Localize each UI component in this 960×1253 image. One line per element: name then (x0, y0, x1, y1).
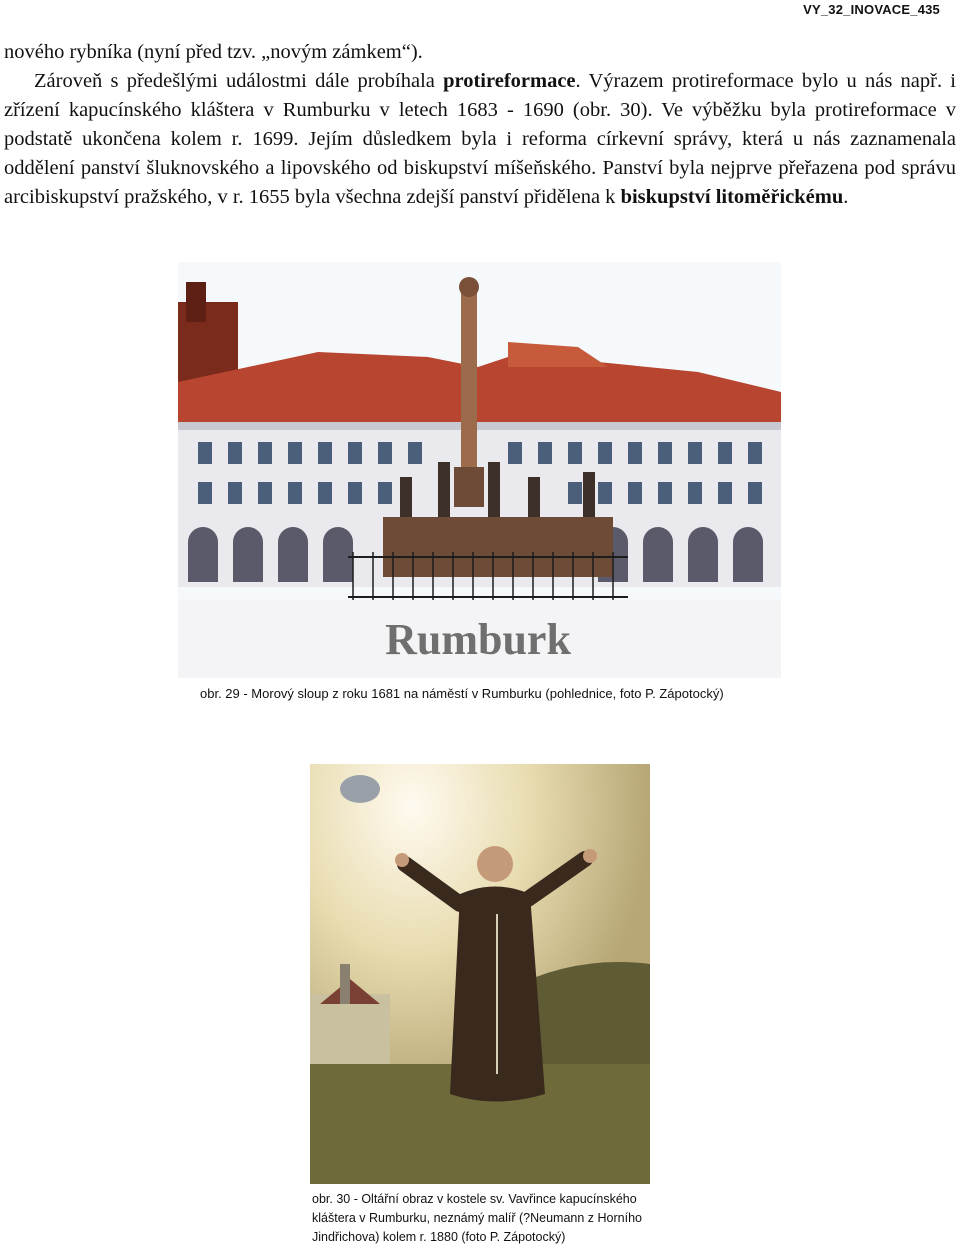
postcard-title: Rumburk (385, 615, 571, 664)
document-code: VY_32_INOVACE_435 (803, 2, 940, 17)
p2-bold-protireformace: protireformace (443, 70, 576, 92)
p2-part-c: . Výrazem protireformace bylo u nás např. i zřízení kapucínského kláštera v Rumburku v letech 1683 - 1690 (obr. 30). Ve výběžku byla protireformace v podstatě ukončena kolem r. 1699. Jejím důsledkem byla i reforma církevní správy, která u nás zaznamenala oddělení panství šluknovského a lipovského od biskupství míšeňského. Panství byla nejprve přeřazena pod správu arcibiskupství pražského, v r. 1655 byla všechna zdejší panství přidělena k (4, 70, 956, 208)
figure-rumburk-postcard (178, 262, 781, 678)
figure-2-caption: obr. 30 - Oltářní obraz v kostele sv. Vavřince kapucínského kláštera v Rumburku, neznámý malíř (?Neumann z Horního Jindřichova) kolem r. 1880 (foto P. Zápotocký) (312, 1192, 642, 1244)
paragraph-1: nového rybníka (nyní před tzv. „novým zámkem“). (4, 41, 423, 63)
figure-altar-painting (310, 764, 650, 1184)
p2-part-e: . (843, 186, 849, 208)
paragraph-2 (4, 67, 956, 212)
figure-1-caption: obr. 29 - Morový sloup z roku 1681 na náměstí v Rumburku (pohlednice, foto P. Zápotocký) (200, 686, 724, 701)
p2-bold-biskupstvi: biskupství litoměřickému (620, 186, 844, 208)
p2-part-a: Zároveň s předešlými událostmi dále probíhala (34, 70, 444, 92)
body-text (4, 38, 956, 212)
